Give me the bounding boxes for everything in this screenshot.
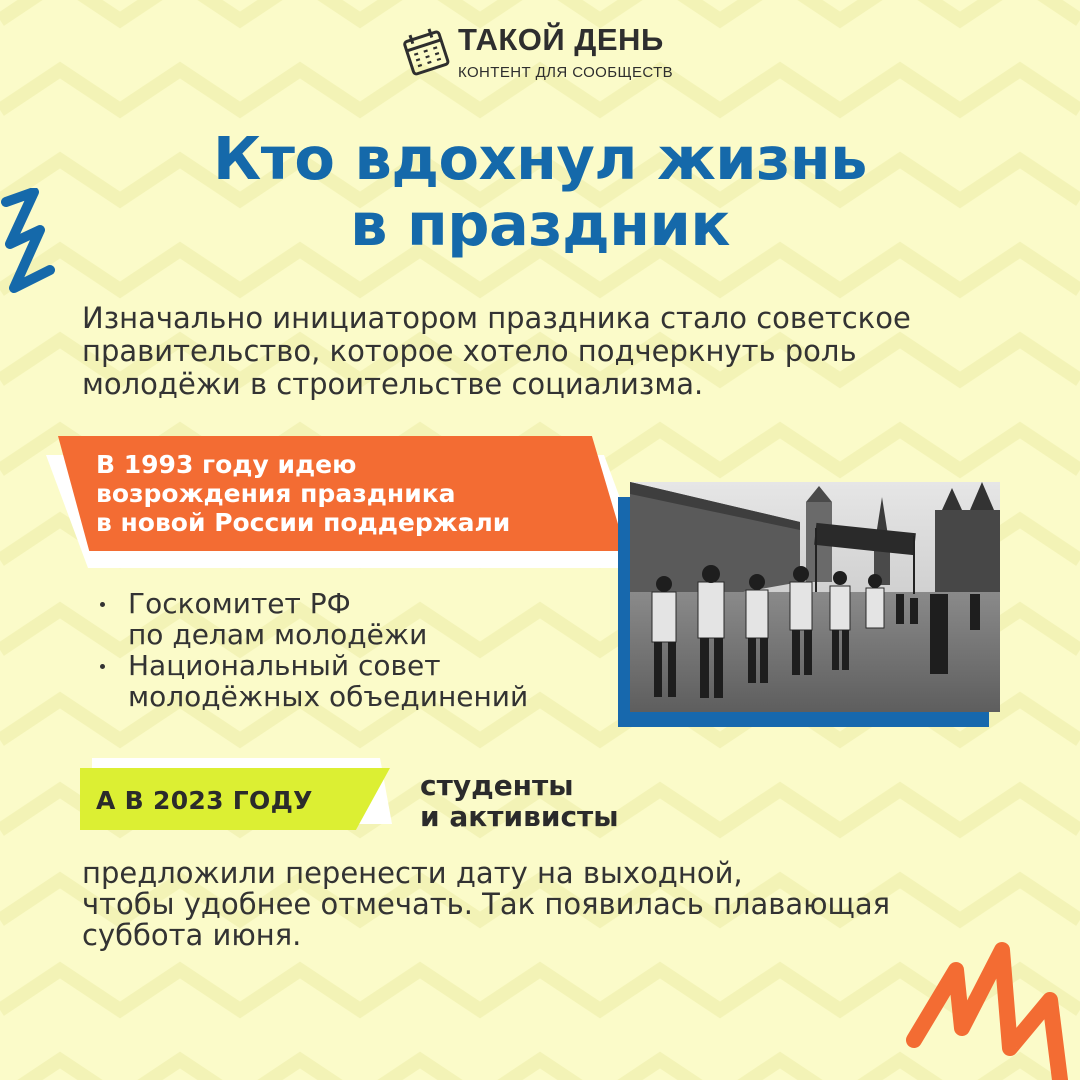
banner-line-3: в новой России поддержали [96, 508, 511, 537]
intro-line-1: Изначально инициатором праздника стало советское [82, 301, 911, 335]
intro-paragraph [82, 302, 1022, 401]
banner-line-2: возрождения праздника [96, 479, 456, 508]
banner-line-1: В 1993 году идею [96, 450, 357, 479]
closing-line-2: чтобы удобнее отмечать. Так появилась плавающая [82, 887, 891, 921]
calendar-icon [398, 24, 454, 80]
list-item: Госкомитет РФ по делам молодёжи [96, 588, 528, 650]
list-item: Национальный совет молодёжных объединений [96, 650, 528, 712]
banner-text [96, 450, 636, 537]
brand-name: ТАКОЙ ДЕНЬ [458, 22, 664, 57]
supporters-list [96, 588, 528, 712]
title-line-2: в праздник [350, 190, 730, 259]
tag-label: А В 2023 ГОДУ [96, 786, 313, 815]
tag-side-text [420, 770, 619, 832]
brand-tagline: КОНТЕНТ ДЛЯ СООБЩЕСТВ [458, 64, 674, 81]
historic-parade-photo [630, 482, 1000, 712]
page-title [0, 126, 1080, 258]
tag-side-line-1: студенты [420, 769, 574, 802]
title-line-1: Кто вдохнул жизнь [213, 124, 867, 193]
intro-line-3: молодёжи в строительстве социализма. [82, 367, 704, 401]
brand-logo [398, 22, 698, 86]
intro-line-2: правительство, которое хотело подчеркнуть роль [82, 334, 857, 368]
orange-squiggle-decoration [900, 930, 1080, 1080]
closing-paragraph [82, 858, 890, 951]
closing-line-3: суббота июня. [82, 918, 302, 952]
closing-line-1: предложили перенести дату на выходной, [82, 856, 743, 890]
tag-side-line-2: и активисты [420, 800, 619, 833]
